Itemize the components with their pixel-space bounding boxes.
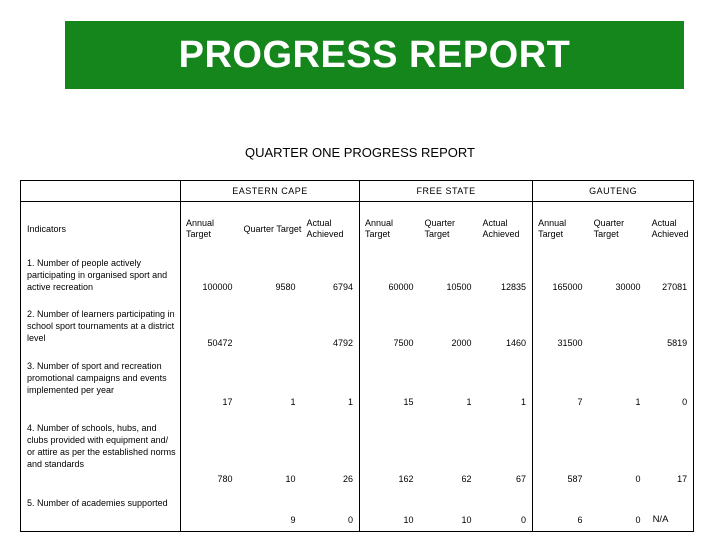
col-gp-actual-achieved: Actual Achieved [647,202,694,257]
value-cell: 0 [478,494,533,532]
col-gp-quarter-target: Quarter Target [593,218,625,240]
region-gauteng [533,181,694,202]
value-cell: 26 [302,416,360,494]
table-row [21,494,694,532]
value-cell: 1 [478,356,533,416]
region-free-state [360,181,533,202]
value-cell: 0 [589,494,647,532]
region-label: GAUTENG [589,186,638,196]
table-row [21,257,694,299]
indicator-cell: 3. Number of sport and recreation promotional campaigns and events implemented per year [21,356,181,416]
col-fs-actual-achieved: Actual Achieved [478,202,533,257]
value-cell: 1 [466,396,472,407]
value-cell: 15 [403,396,414,407]
value-cell: 162 [398,473,414,484]
col-ec-actual-achieved: Actual Achieved [302,202,360,257]
value-cell: 1 [302,356,360,416]
progress-table [20,180,694,532]
value-cell: 12835 [478,257,533,299]
value-cell: 2000 [451,337,472,348]
value-cell: 6794 [302,257,360,299]
table-row [21,416,694,494]
value-cell: 587 [567,473,583,484]
value-cell: 165000 [552,281,583,292]
value-cell: 9580 [275,281,296,292]
table-row [21,299,694,356]
table-row [21,356,694,416]
value-cell: 5819 [647,299,694,356]
value-cell: 50472 [207,337,233,348]
value-cell: 27081 [647,257,694,299]
value-cell: 10 [420,494,478,532]
column-header-row [21,202,694,257]
title-banner [65,21,684,89]
indicators-header: Indicators [21,202,181,257]
region-eastern-cape [181,181,360,202]
value-cell [181,494,239,532]
value-cell: 60000 [388,281,414,292]
indicator-cell: 4. Number of schools, hubs, and clubs provided with equipment and/ or attire as per the established norms and standards [21,416,181,494]
report-subtitle: QUARTER ONE PROGRESS REPORT [245,145,475,160]
value-cell: 7 [577,396,583,407]
value-cell: 1 [290,396,296,407]
value-cell: 31500 [557,337,583,348]
banner-title: PROGRESS REPORT [178,33,571,76]
value-cell: 1 [635,396,641,407]
indicator-cell: 1. Number of people actively participating in organised sport and active recreation [21,257,181,299]
blank-corner-cell [21,181,181,202]
value-cell: 4792 [302,299,360,356]
col-fs-annual-target: Annual Target [365,218,394,240]
value-cell: 10500 [446,281,472,292]
value-cell: 67 [478,416,533,494]
value-cell: 17 [647,416,694,494]
value-cell: 780 [217,473,233,484]
value-cell: 62 [461,473,472,484]
value-cell: 9 [239,494,302,532]
value-cell: 10 [285,473,296,484]
region-label: FREE STATE [416,186,476,196]
region-header-row [21,181,694,202]
value-cell: 10 [360,494,420,532]
col-ec-annual-target: Annual Target [186,218,215,240]
value-cell: 1460 [478,299,533,356]
value-cell: 100000 [202,281,233,292]
value-cell: 0 [635,473,641,484]
col-ec-quarter-target: Quarter Target [243,223,302,234]
value-cell: 0 [302,494,360,532]
value-cell: 30000 [615,281,641,292]
value-cell: N/A [647,494,694,532]
value-cell: 17 [222,396,233,407]
value-cell: 7500 [393,337,414,348]
value-cell: 6 [533,494,589,532]
value-cell: 0 [647,356,694,416]
region-label: EASTERN CAPE [232,186,308,196]
indicator-cell: 5. Number of academies supported [21,494,181,532]
value-cell [239,299,302,356]
col-fs-quarter-target: Quarter Target [424,218,456,240]
indicator-cell: 2. Number of learners participating in school sport tournaments at a district level [21,299,181,356]
value-cell [589,299,647,356]
col-gp-annual-target: Annual Target [538,218,567,240]
